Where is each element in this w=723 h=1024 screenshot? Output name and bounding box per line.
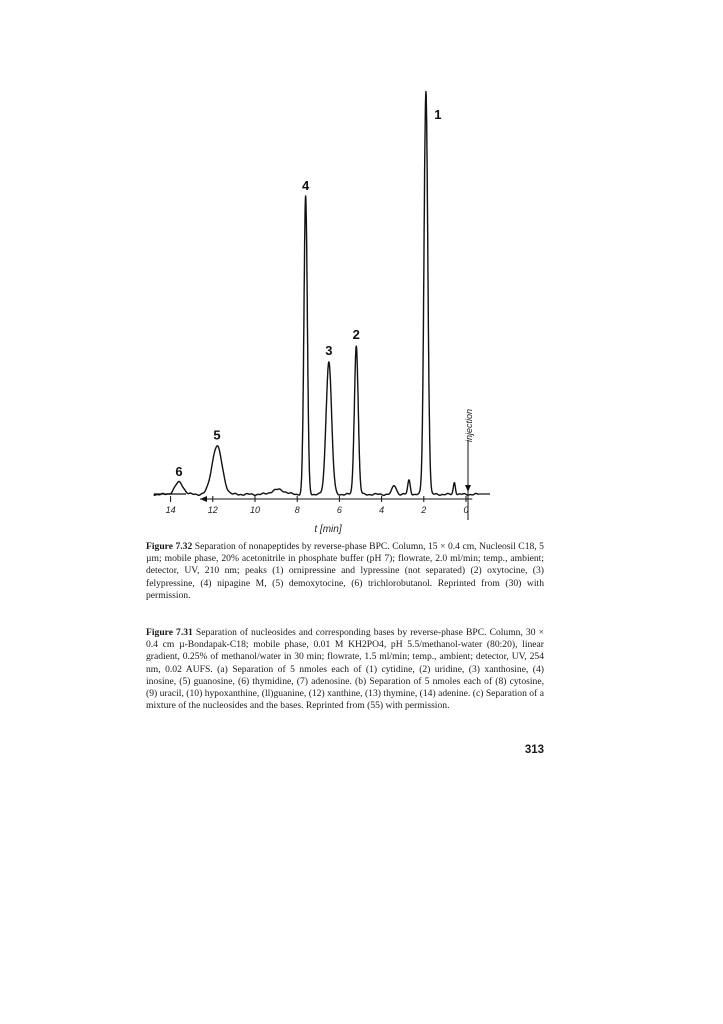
peak-label: 1 <box>434 107 442 122</box>
figure-7-32-caption <box>146 541 544 602</box>
page-number: 313 <box>524 744 544 756</box>
figure-7-32-label: Figure 7.32 <box>146 541 193 552</box>
x-tick-label: 10 <box>249 505 261 515</box>
chromatogram-trace <box>154 92 490 496</box>
time-axis <box>166 496 473 535</box>
peak-label: 3 <box>325 343 333 359</box>
injection-arrowhead <box>465 485 471 492</box>
x-tick-label: 2 <box>421 505 427 515</box>
x-tick-label: 0 <box>463 505 469 515</box>
figure-7-31-caption <box>146 627 544 712</box>
x-tick-label: 12 <box>207 505 218 515</box>
peak-label: 2 <box>352 326 360 342</box>
x-tick-label: 8 <box>294 505 300 515</box>
injection-label: injection <box>464 408 474 442</box>
x-tick-label: 14 <box>165 505 176 515</box>
chromatogram-trace-line <box>154 92 479 496</box>
x-tick-label: 6 <box>336 505 342 515</box>
figure-7-31-label: Figure 7.31 <box>146 627 193 638</box>
x-tick-label: 4 <box>379 505 385 515</box>
injection-marker <box>464 409 474 520</box>
peak-label: 5 <box>213 427 221 443</box>
peak-label: 4 <box>302 177 310 193</box>
x-axis-label: t [min] <box>314 524 342 535</box>
figure-7-32-text: Separation of nonapeptides by reverse-phase BPC. Column, 15 × 0.4 cm, Nucleosil C18, 5 µm; mobile phase, 20% acetonitrile in phosphate buffer (pH 7); flowrate, 2.0 ml/min; temp., ambient; detector, UV, 210 nm; peaks (1) ornipressine and lypressine (not separated) (2) oxytocine, (3) felypressine, (4) nipagine M, (5) demoxytocine, (6) trichlorobutanol. Reprinted from (30) with permission. <box>146 541 544 601</box>
peak-label: 6 <box>175 463 183 479</box>
time-axis-arrow <box>200 496 207 502</box>
figure-7-31-text: Separation of nucleosides and corresponding bases by reverse-phase BPC. Column, 30 × 0.4 cm µ-Bondapak-C18; mobile phase, 0.01 M KH2PO4, pH 5.5/methanol-water (80:20), linear gradient, 0.25% of methanol/water in 30 min; flowrate, 1.5 ml/min; temp., ambient; detector, UV, 254 nm, 0.02 AUFS. (a) Separation of 5 nmoles each of (1) cytidine, (2) uridine, (3) xanthosine, (4) inosine, (5) guanosine, (6) thymidine, (7) adenosine. (b) Separation of 5 nmoles each of (8) cytosine, (9) uracil, (10) hypoxanthine, (ll)guanine, (12) xanthine, (13) thymine, (14) adenine. (c) Separation of a mixture of the nucleosides and the bases. Reprinted from (55) with permission. <box>146 627 544 712</box>
